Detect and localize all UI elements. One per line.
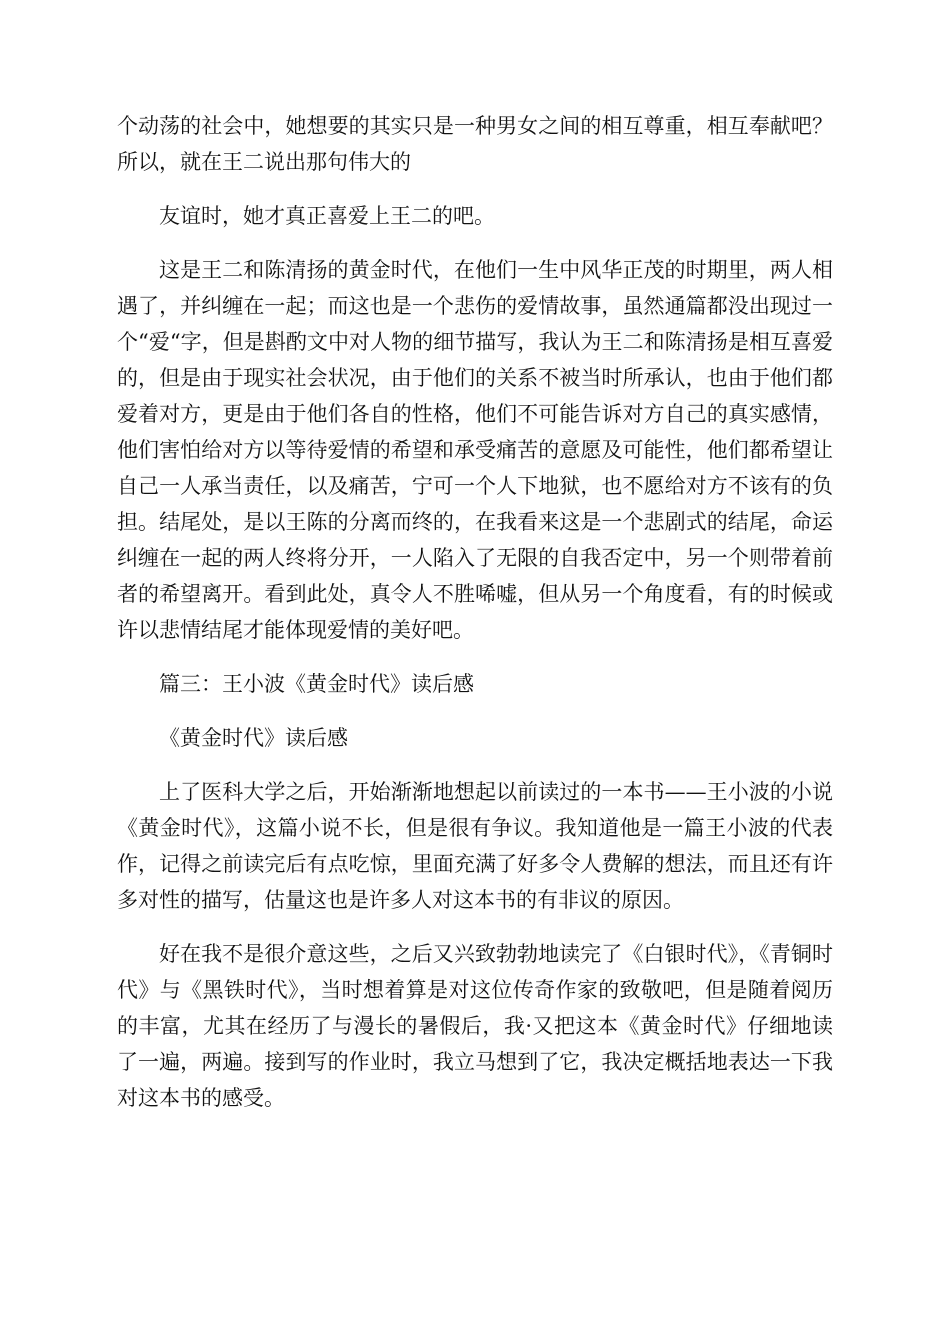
document-page	[117, 108, 833, 1134]
paragraph: 个动荡的社会中，她想要的其实只是一种男女之间的相互尊重，相互奉献吧？所以，就在王二说出那句伟大的	[117, 114, 833, 174]
paragraph: 好在我不是很介意这些，之后又兴致勃勃地读完了《白银时代》，《青铜时代》与《黑铁时代》，当时想着算是对这位传奇作家的致敬吧，但是随着阅历的丰富，尤其在经历了与漫长的暑假后，我·又把这本《黄金时代》仔细地读了一遍，两遍。接到写的作业时，我立马想到了它，我决定概括地表达一下我对这本书的感受。	[117, 942, 833, 1110]
paragraph: 这是王二和陈清扬的黄金时代，在他们一生中风华正茂的时期里，两人相遇了，并纠缠在一起；而这也是一个悲伤的爱情故事，虽然通篇都没出现过一个“爱“字，但是斟酌文中对人物的细节描写，我认为王二和陈清扬是相互喜爱的，但是由于现实社会状况，由于他们的关系不被当时所承认，也由于他们都爱着对方，更是由于他们各自的性格，他们不可能告诉对方自己的真实感情，他们害怕给对方以等待爱情的希望和承受痛苦的意愿及可能性，他们都希望让自己一人承当责任，以及痛苦，宁可一个人下地狱，也不愿给对方不该有的负担。结尾处，是以王陈的分离而终的，在我看来这是一个悲剧式的结尾，命运纠缠在一起的两人终将分开，一人陷入了无限的自我否定中，另一个则带着前者的希望离开。看到此处，真令人不胜唏嘘，但从另一个角度看，有的时候或许以悲情结尾才能体现爱情的美好吧。	[117, 258, 833, 642]
section-heading: 篇三：王小波《黄金时代》读后感	[159, 672, 474, 696]
article-title: 《黄金时代》读后感	[159, 726, 348, 750]
paragraph: 上了医科大学之后，开始渐渐地想起以前读过的一本书——王小波的小说《黄金时代》，这篇小说不长，但是很有争议。我知道他是一篇王小波的代表作，记得之前读完后有点吃惊，里面充满了好多令人费解的想法，而且还有许多对性的描写，估量这也是许多人对这本书的有非议的原因。	[117, 780, 833, 912]
paragraph: 友谊时，她才真正喜爱上王二的吧。	[159, 204, 495, 228]
